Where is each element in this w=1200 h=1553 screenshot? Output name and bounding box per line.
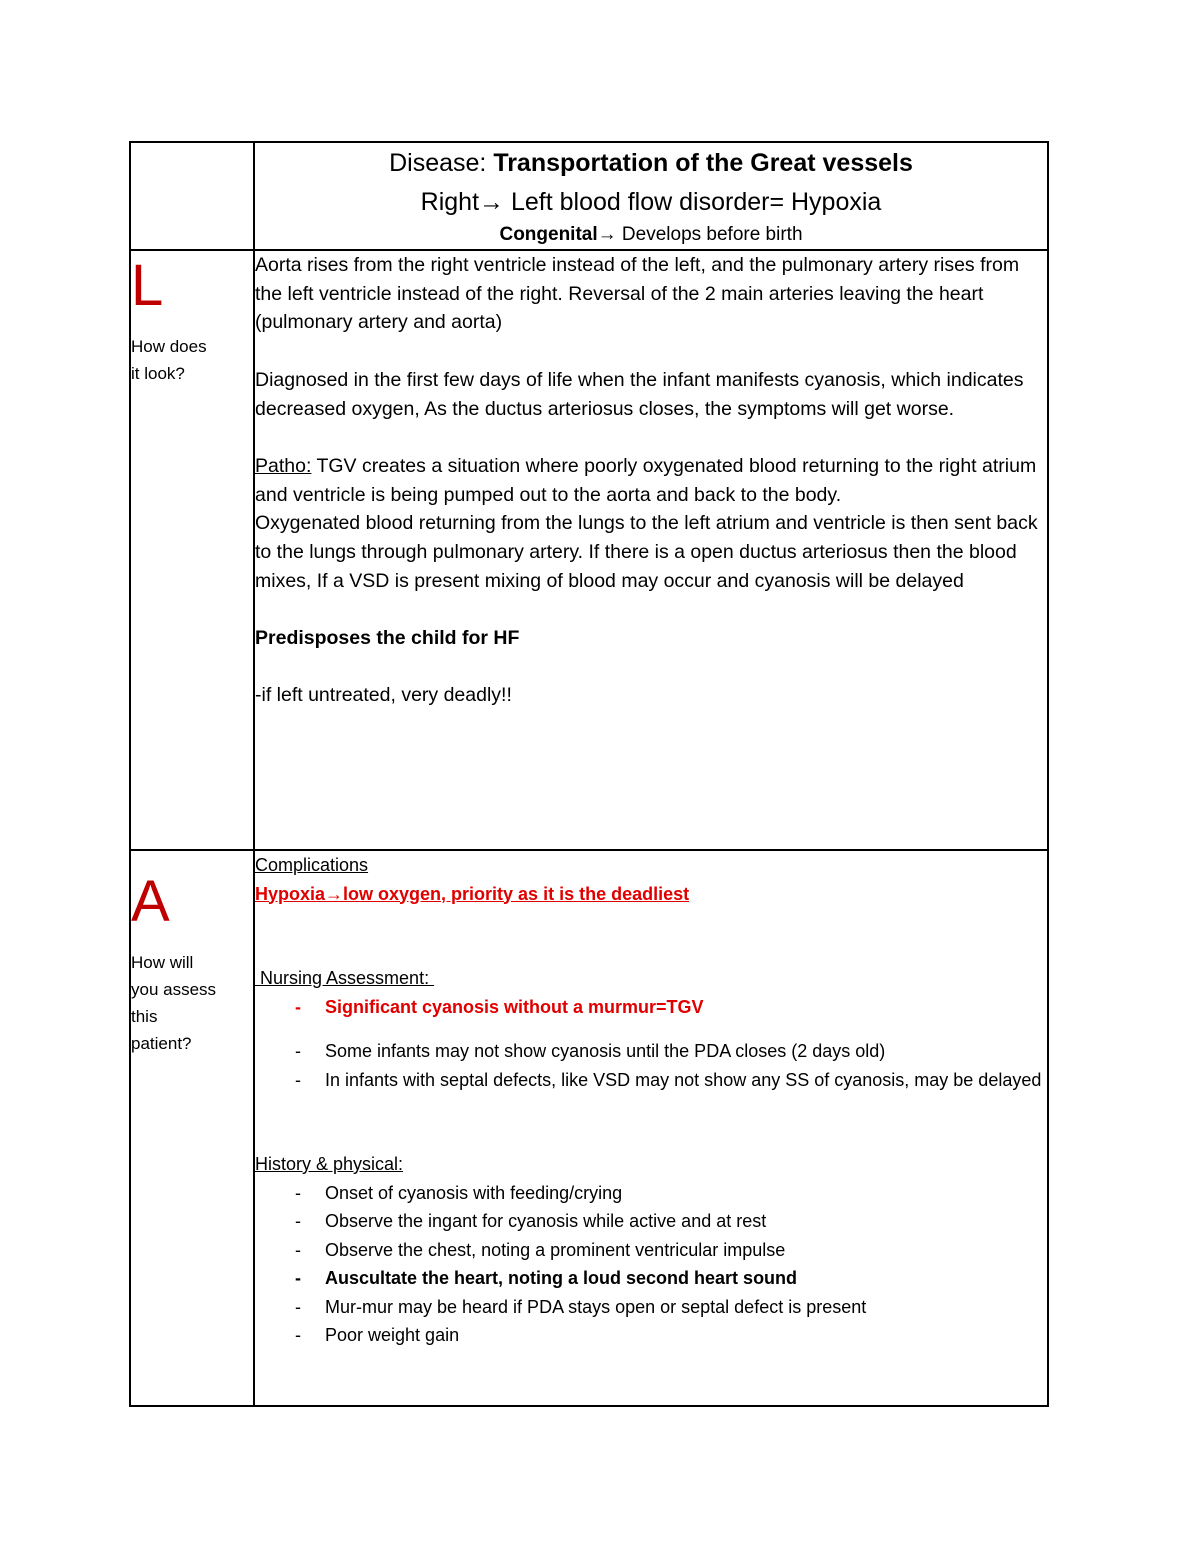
l-predispose: Predisposes the child for HF [255, 627, 520, 650]
l-para-anatomy: Aorta rises from the right ventricle instead of the left, and the pulmonary artery rises from the left ventricle instead of the right. Reversal of the 2 main arteries leaving the heart (pulmonary artery and aorta) [255, 254, 1020, 334]
patho-text: TGV creates a situation where poorly oxygenated blood returning to the right atrium and ventricle is being pumped out to the aorta and back to the body. [255, 454, 1037, 506]
disease-label: Disease: [389, 149, 494, 177]
history-item: - Observe the ingant for cyanosis while active and at rest [295, 1207, 1047, 1236]
l-para-oxygenated: Oxygenated blood returning from the lungs to the left atrium and ventricle is then sent back to the lungs through pulmonary artery. If there is a open ductus arteriosus then the blood mixes, If a VSD is present mixing of blood may occur and cyanosis will be delayed [255, 512, 1038, 592]
flow-disorder-line: Right→ Left blood flow disorder= Hypoxia [420, 188, 882, 216]
a-question: How will you assess this patient? [131, 953, 217, 1053]
complications-title: Complications [255, 855, 369, 875]
l-side-cell [130, 250, 254, 850]
nursing-list-2 [255, 1037, 1047, 1094]
patho-label: Patho: [255, 454, 312, 477]
disease-title [255, 143, 1047, 183]
a-side-cell [130, 850, 254, 1406]
letter-l: L [131, 253, 164, 318]
l-para-diagnosis: Diagnosed in the first few days of life when the infant manifests cyanosis, which indicates decreased oxygen, As the ductus arteriosus closes, the symptoms will get worse. [255, 368, 1024, 420]
history-item: - Auscultate the heart, noting a loud second heart sound [295, 1264, 1047, 1293]
letter-a: A [131, 869, 170, 934]
a-row [130, 850, 1048, 1406]
header-cell [254, 142, 1048, 250]
nursing-title: Nursing Assessment: [255, 968, 435, 988]
nursing-item: - Some infants may not show cyanosis until the PDA closes (2 days old) [295, 1037, 1047, 1066]
congenital-text: Develops before birth [616, 224, 803, 245]
nursing-item: - In infants with septal defects, like VSD may not show any SS of cyanosis, may be delayed [295, 1066, 1047, 1095]
congenital-label: Congenital→ [499, 224, 617, 245]
a-content-cell [254, 850, 1048, 1406]
nursing-item: - Significant cyanosis without a murmur=TGV [295, 993, 1047, 1022]
l-content-cell [254, 250, 1048, 850]
header-row [130, 142, 1048, 250]
history-item: - Poor weight gain [295, 1321, 1047, 1350]
l-question: How does it look? [131, 337, 207, 383]
header-empty-cell [130, 142, 254, 250]
history-item: - Mur-mur may be heard if PDA stays open or septal defect is present [295, 1293, 1047, 1322]
nursing-list [255, 993, 1047, 1022]
history-item: - Onset of cyanosis with feeding/crying [295, 1179, 1047, 1208]
congenital-line [255, 221, 1047, 249]
hypoxia-line: Hypoxia→low oxygen, priority as it is the deadliest [255, 883, 690, 904]
history-title: History & physical: [255, 1154, 404, 1174]
lab-table [129, 141, 1049, 1407]
disease-name: Transportation of the Great vessels [493, 149, 913, 177]
l-para-patho [255, 452, 1047, 509]
l-untreated: -if left untreated, very deadly!! [255, 684, 512, 707]
history-item: - Observe the chest, noting a prominent ventricular impulse [295, 1236, 1047, 1265]
l-row [130, 250, 1048, 850]
history-list [255, 1179, 1047, 1350]
